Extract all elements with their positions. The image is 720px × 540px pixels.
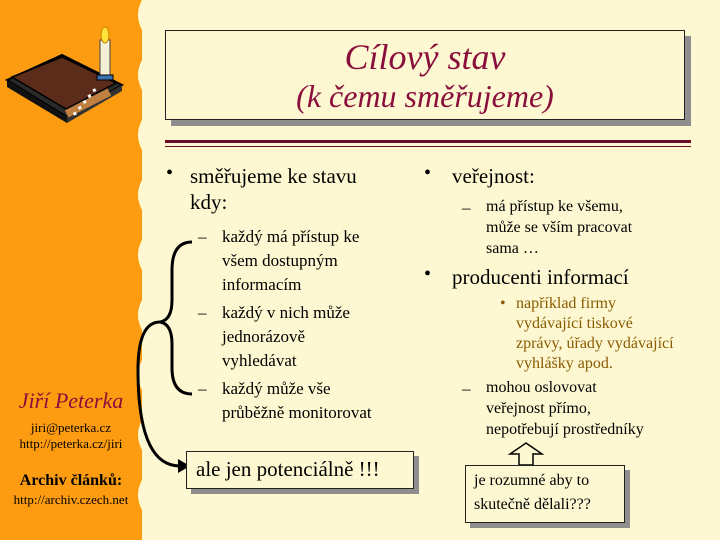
author-url[interactable]: http://peterka.cz/jiri xyxy=(19,436,123,451)
dash-marker: – xyxy=(198,303,207,322)
dash-marker: – xyxy=(198,227,207,246)
bullet-marker: • xyxy=(166,162,174,184)
author-name: Jiří Peterka xyxy=(18,388,124,413)
right-sub-2: mohou oslovovat veřejnost přímo, nepotřebují prostředníky xyxy=(486,379,644,438)
dot-marker: • xyxy=(500,295,506,312)
bracket-arrow xyxy=(130,230,225,480)
right-bullet-2: producenti informací xyxy=(452,265,629,289)
right-bullet-1: veřejnost: xyxy=(452,164,535,188)
dash-marker: – xyxy=(462,198,471,217)
page-title: Cílový stav xyxy=(344,37,506,77)
right-sub-1: má přístup ke všemu, může se vším pracovat sama … xyxy=(486,198,633,257)
left-item-1: každý má přístup ke všem dostupným informacím xyxy=(222,227,360,294)
left-bullet-cont: kdy: xyxy=(190,190,228,214)
bullet-marker: • xyxy=(424,162,432,184)
author-email[interactable]: jiri@peterka.cz xyxy=(30,420,112,435)
title-rule-thin xyxy=(165,146,691,147)
page-subtitle: (k čemu směřujeme) xyxy=(296,78,554,114)
title-box xyxy=(165,30,685,120)
archive-label: Archiv článků: xyxy=(19,472,123,489)
right-callout: je rozumné aby to skutečně dělali??? xyxy=(465,465,625,523)
dash-marker: – xyxy=(198,379,207,398)
left-bullet: směřujeme ke stavu xyxy=(190,164,357,188)
dash-marker: – xyxy=(462,379,471,398)
left-item-3: každý může vše průběžně monitorovat xyxy=(222,379,372,422)
archive-url[interactable]: http://archiv.czech.net xyxy=(13,492,129,507)
left-callout: ale jen potenciálně !!! xyxy=(186,451,414,489)
book-candle-icon xyxy=(2,25,132,125)
bullet-marker: • xyxy=(424,263,432,285)
title-rule xyxy=(165,140,691,143)
up-arrow-icon xyxy=(506,441,546,467)
left-item-2: každý v nich může jednorázově vyhledávat xyxy=(222,303,350,370)
right-subsub: například firmy vydávající tiskové zprávy, úřady vydávající vyhlášky apod. xyxy=(516,295,674,372)
